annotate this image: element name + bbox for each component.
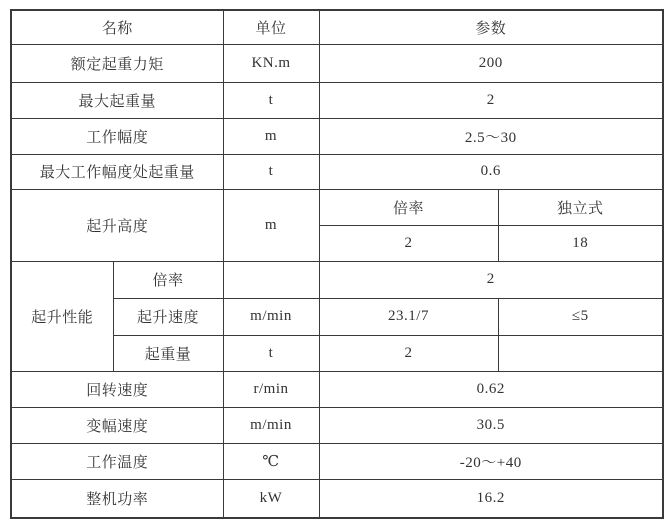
cell-unit: m (223, 118, 319, 154)
cell-freestanding-value: 18 (498, 225, 663, 261)
row-lifting-performance-ratio (11, 261, 663, 298)
cell-name: 整机功率 (11, 479, 223, 518)
cell-name: 最大工作幅度处起重量 (11, 154, 223, 189)
cell-value-left: 23.1/7 (319, 298, 498, 335)
cell-unit (223, 261, 319, 298)
cell-unit: t (223, 82, 319, 118)
row-rated-lifting-moment (11, 44, 663, 82)
cell-name: 工作温度 (11, 443, 223, 479)
page (0, 9, 671, 521)
header-param-cell: 参数 (319, 10, 663, 44)
row-capacity-at-max-radius (11, 154, 663, 189)
cell-name: 倍率 (113, 261, 223, 298)
cell-name: 工作幅度 (11, 118, 223, 154)
cell-unit: m/min (223, 298, 319, 335)
cell-unit: t (223, 335, 319, 371)
cell-unit: ℃ (223, 443, 319, 479)
cell-unit: m/min (223, 407, 319, 443)
header-unit-cell: 单位 (223, 10, 319, 44)
cell-unit: t (223, 154, 319, 189)
row-lifting-height-subheader (11, 189, 663, 225)
row-working-radius (11, 118, 663, 154)
cell-value: 2 (319, 261, 663, 298)
cell-mode-value: 2 (319, 225, 498, 261)
row-total-power (11, 479, 663, 518)
cell-value-right (498, 335, 663, 371)
cell-freestanding-header: 独立式 (498, 189, 663, 225)
cell-value: 16.2 (319, 479, 663, 518)
cell-name: 起升高度 (11, 189, 223, 261)
cell-name: 变幅速度 (11, 407, 223, 443)
cell-unit: KN.m (223, 44, 319, 82)
cell-name: 回转速度 (11, 371, 223, 407)
cell-unit: kW (223, 479, 319, 518)
cell-value: 30.5 (319, 407, 663, 443)
row-slewing-speed (11, 371, 663, 407)
cell-value: 2.5～30 (319, 118, 663, 154)
cell-unit: r/min (223, 371, 319, 407)
cell-value-right: ≤5 (498, 298, 663, 335)
row-luffing-speed (11, 407, 663, 443)
cell-value-left: 2 (319, 335, 498, 371)
cell-unit: m (223, 189, 319, 261)
cell-value: 200 (319, 44, 663, 82)
cell-name: 额定起重力矩 (11, 44, 223, 82)
cell-value: 2 (319, 82, 663, 118)
row-working-temperature (11, 443, 663, 479)
cell-value: 0.6 (319, 154, 663, 189)
cell-name: 起升速度 (113, 298, 223, 335)
row-max-lifting-capacity (11, 82, 663, 118)
header-name-cell: 名称 (11, 10, 223, 44)
cell-value: 0.62 (319, 371, 663, 407)
cell-name: 最大起重量 (11, 82, 223, 118)
table-header-row (11, 10, 663, 44)
crane-spec-table (10, 9, 664, 519)
cell-mode-header: 倍率 (319, 189, 498, 225)
cell-name: 起重量 (113, 335, 223, 371)
cell-group-name: 起升性能 (11, 261, 113, 371)
cell-value: -20～+40 (319, 443, 663, 479)
